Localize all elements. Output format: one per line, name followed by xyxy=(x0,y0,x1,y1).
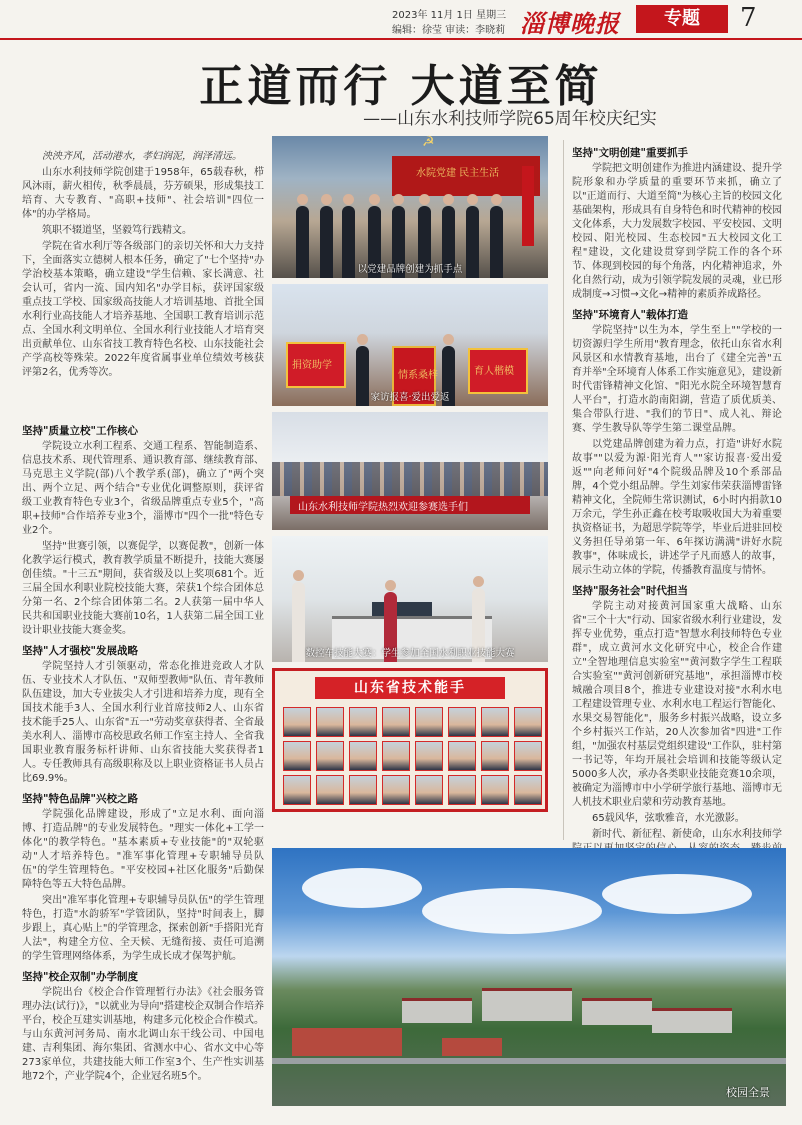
page-number: 7 xyxy=(740,3,757,33)
portrait-thumb xyxy=(283,707,311,737)
section-paragraph: 学院设立水利工程系、交通工程系、智能制造系、信息技术系、现代管理系、通识教育部、继续教育部、马克思主义学院(部)八个教学系(部)，确立了"两个突出、两个立足、两个结合"专业优化调整原则，获评省级工业教育特色专业3个，省级品牌重点专业5个，"高职+技师"合作培养专业3个，淄博市"四个一批"特色专业2个。 xyxy=(22,441,264,536)
photo-caption: 以党建品牌创建为抓手点 xyxy=(357,264,463,275)
flag-icon xyxy=(522,166,534,246)
portrait-thumb xyxy=(349,707,377,737)
intro-paragraph: 筑职不辍道坚，坚毅笃行践精文。 xyxy=(42,225,192,236)
award-scroll-text: 情系桑梓 xyxy=(398,370,438,381)
building-graphic xyxy=(292,1028,402,1056)
building-graphic xyxy=(402,998,472,1023)
building-graphic xyxy=(582,998,652,1025)
photo-caption: 家访报喜·爱出爱返 xyxy=(370,392,450,403)
portrait-thumb xyxy=(481,775,509,805)
honor-board-title: 山东省技术能手 xyxy=(315,677,505,699)
portrait-thumb xyxy=(415,741,443,771)
welcome-banner-text: 山东水利技师学院热烈欢迎参赛选手们 xyxy=(298,502,468,513)
section-paragraph: 学院强化品牌建设，形成了"立足水利、面向淄博、打造品牌"的专业发展特色。"理实一体化+工学一体化"的教学特色。"基本素质+专业技能"的"双轮驱动"人才培养特色。"准军事化管理+专职辅导员队伍"的学生管理特色。"平安校园+社区化服务"后勤保障特色等五大特色品牌。 xyxy=(22,809,264,890)
section-paragraph: 突出"准军事化管理+专职辅导员队伍"的学生管理特色，打造"水韵骄军"学管团队，坚持"时间表上，脚步跟上，真心贴上"的学管理念，探索创新"手搭阳光育人法"，构建全方位、全天候、无缝衔接、责任可追溯的学生管理网络体系，为学生成长成才保驾护航。 xyxy=(22,895,264,962)
right-article-column xyxy=(572,140,782,840)
portrait-thumb xyxy=(382,707,410,737)
building-graphic xyxy=(482,988,572,1021)
intro-column xyxy=(22,150,264,412)
section-paragraph: 坚持"世赛引领，以赛促学，以赛促教"，创新一体化教学运行模式，教育教学质量不断提升，技能大赛屡创佳绩。"十三五"期间，获省级及以上奖项681个。近三届全国水利职业院校技能大赛，荣获1个综合团体总分第一名、2个综合团体第二名。2人获第一届中华人民共和国职业技能大赛前10名，1人获第二届全国工业设计职业技能大赛金奖。 xyxy=(22,541,264,636)
honor-board xyxy=(272,668,548,812)
crowd-graphic xyxy=(272,462,548,496)
portrait-thumb xyxy=(481,741,509,771)
portrait-thumb xyxy=(349,775,377,805)
portrait-thumb xyxy=(514,775,542,805)
portrait-thumb xyxy=(448,775,476,805)
section-heading: 坚持"校企双制"办学制度 xyxy=(22,971,138,983)
page-header xyxy=(0,0,802,38)
portrait-thumb xyxy=(448,707,476,737)
section-paragraph: 学院主动对接黄河国家重大战略、山东省"三个十大"行动、国家省级水利行业建设，发挥专业优势，重点打造"智慧水利技师特色专业群"，成立黄河水文化研究中心，校企合作建立"全智地理信息实验室""黄河数字学生工程联合实验室""黄河创新研究基地"，承担淄博市校城融合项目8个，推进专业建设对接"水利水电工程建设管理专业、水利水电工程运行智能化、水果交易智能化"，服务乡村振兴战略，设立多个乡村振兴工作站，20人次参加省"四进"工作组，"加强农村基层党组织建设"工作队，驻村第一书记等，年均开展社会培训和技能等级认定5000多人次，承办各类职业技能竞赛10余项，被确定为淄博市中小学研学旅行基地、淄博市无人机技术职业启蒙和劳动教育基地。 xyxy=(572,601,782,808)
portrait-thumb xyxy=(448,741,476,771)
portrait-thumb xyxy=(481,707,509,737)
portrait-thumb xyxy=(415,707,443,737)
section-heading: 坚持"人才强校"发展战略 xyxy=(22,645,138,657)
header-divider xyxy=(0,38,802,40)
cloud-graphic xyxy=(302,868,422,908)
photo-banner xyxy=(392,156,540,196)
page-title: 正道而行 大道至简 xyxy=(199,61,603,112)
intro-lead: 泱泱齐风，活动港水，孝妇润泥，润泽清远。 xyxy=(42,151,242,162)
newspaper-logo: 淄博晚报 xyxy=(520,9,620,38)
building-graphic xyxy=(652,1008,732,1033)
award-sign xyxy=(286,342,346,388)
section-paragraph: 新时代、新征程、新使命，山东水利技师学 xyxy=(592,829,782,840)
photo-flag-ceremony xyxy=(272,136,548,278)
photo-competition-crowd xyxy=(272,412,548,530)
portrait-thumb xyxy=(514,707,542,737)
photo-caption: 数控车技能大赛：学生参加全国水利职业技能大赛 xyxy=(305,648,515,659)
portrait-thumb xyxy=(349,741,377,771)
section-paragraph: 学院出台《校企合作管理暂行办法》《社会服务管理办法(试行)》，"以就业为导向"搭建校企双制合作培养平台，校企互建实训基地，构建多元化校企合作模式。与山东黄河河务局、南水北调山东干线公司、中国电建、吉利集团、海尔集团、省测水中心、省水文中心等273家单位，共建技能大师工作室3个、生产性实训基地72个，产业学院4个，企业冠名班5个。 xyxy=(22,987,265,1082)
section-heading: 坚持"文明创建"重要抓手 xyxy=(572,147,688,159)
photo-campus-aerial xyxy=(272,848,786,1106)
portrait-thumb xyxy=(382,741,410,771)
building-graphic xyxy=(442,1038,502,1056)
party-emblem-icon: ☭ xyxy=(422,134,435,150)
column-divider xyxy=(563,140,564,840)
award-sign-text: 育人楷模 xyxy=(474,366,514,377)
photo-award-visit xyxy=(272,284,548,406)
cloud-graphic xyxy=(602,874,752,914)
road-graphic xyxy=(272,1058,786,1064)
section-paragraph: 以党建品牌创建为着力点，打造"讲好水院故事""以爱为源·阳光育人""家访报喜·爱出爱返""向老师问好"4个院级品牌及10个系部品牌，4个党小组品牌。学生刘家伟荣获淄博雷锋精神文化，全院师生常识测试，6小时内捐款10万余元，学生孙正鑫在校考取吸收国大为着重要执资格证书，为超思学院等学，毕业后进驻回校义务担任导弟第一年、6年探访满满"讲好水院教事"，体味成长，讲述学子凡而感人的故事，展示生动立体的学院，传播教育温度与情怀。 xyxy=(572,439,782,576)
portrait-thumb xyxy=(316,707,344,737)
section-paragraph: 65载风华，弦歌雅音，水光激影。 xyxy=(592,813,745,824)
section-heading: 坚持"特色品牌"兴校之路 xyxy=(22,793,138,805)
portrait-thumb xyxy=(316,775,344,805)
portrait-thumb xyxy=(316,741,344,771)
section-heading: 坚持"服务社会"时代担当 xyxy=(572,585,688,597)
award-sign xyxy=(468,348,528,394)
equipment-graphic xyxy=(372,602,432,616)
award-sign-text: 捐资助学 xyxy=(292,360,332,371)
portrait-thumb xyxy=(415,775,443,805)
cloud-graphic xyxy=(422,888,602,934)
left-article-column xyxy=(22,418,264,1098)
intro-paragraph: 学院在省水利厅等各级部门的亲切关怀和大力支持下，全面落实立德树人根本任务，确定了"七个坚持"办学治校基本策略，确立建设"学生信赖、家长满意、社会认可，省内一流、国内知名"办学目标，获评国家级重点技工学校、国家级高技能人才培训基地、首批全国水利行业高技能人才培养基地、全国职工教育培训示范点、全国水利文明单位、全国水利行业技能人才培育突出贡献单位、山东省技工教育特色名校、山东技能社会产学高校等殊荣。2022年度省属事业单位绩效考核获评第2名，优秀等次。 xyxy=(22,241,264,378)
intro-paragraph: 山东水利技师学院创建于1958年，65载春秋，栉风沐雨，薪火相传，秋季晨晨，芬芳硕果，形成集技工培育、大专教育、"高职+技师"、社会培训"四位一体"的办学格局。 xyxy=(22,167,264,220)
portrait-thumb xyxy=(283,775,311,805)
portrait-thumb xyxy=(514,741,542,771)
section-heading: 坚持"环境育人"载体打造 xyxy=(572,309,688,321)
section-paragraph: 学院坚持"以生为本，学生至上""学校的一切资源归学生所用"教育理念，依托山东省水利风景区和水情教育基地，出台了《建全完善"五育并举"全环境育人体系工作实施意见》，建设新时代雷锋精神文化馆、"阳光水院全环境智慧育人平台"，打造水韵南阳湖，营造了质优质美、集合带队行进、"我们的节日"、成人礼、辩论赛、学生教导队等学生第二课堂品牌。 xyxy=(572,325,782,434)
welcome-banner xyxy=(290,496,530,514)
photo-caption: 校园全景 xyxy=(726,1086,770,1099)
portrait-thumb xyxy=(283,741,311,771)
section-badge: 专题 xyxy=(636,5,728,33)
section-paragraph: 学院把文明创建作为推进内涵建设、提升学院形象和办学质量的重要环节来抓，确立了以"正道而行、大道至简"为核心主旨的校园文化基础架构，形成具有自身特色和时代精神的校园文化体系，大力发展数字校园、平安校园、文明校园、阳光校园、生态校园"五大校园文化工程"建设，文化建设贯穿到学院工作的各个环节、体现到校园的每个角落，内化精神追求，外化自然行动，成为引领学院发展的灵魂，业已形成制度→习惯→文化→精神的素质养成路径。 xyxy=(572,163,782,300)
editor-line: 编辑：徐莹 审读：李晓莉 xyxy=(392,25,506,36)
page-subtitle: ——山东水利技师学院65周年校庆纪实 xyxy=(363,109,657,129)
portrait-thumb xyxy=(382,775,410,805)
section-heading: 坚持"质量立校"工作核心 xyxy=(22,425,138,437)
photo-skills-lab xyxy=(272,536,548,662)
issue-date: 2023年 11月 1日 星期三 xyxy=(392,10,507,21)
banner-text: 水院党建 民主生活 xyxy=(416,168,500,179)
section-paragraph: 学院坚持人才引领驱动，常态化推进竞政人才队伍、专业技术人才队伍、"双师型教师"队伍、青年教师队伍建设，加大专业拔尖人才引进和培养力度，现有全国技术能手3人、全国水利行业首席技师2人、山东省技术能手25人、山东省"五一"劳动奖章获得者、全省最美水利人、淄博市高校思政名师工作室主持人、全省我国职业教育服务标杆讲师、山东省技能大奖获得者1人。专任教师具有高级职称及以上职业资格证书人员占比69.9%。 xyxy=(22,661,264,784)
